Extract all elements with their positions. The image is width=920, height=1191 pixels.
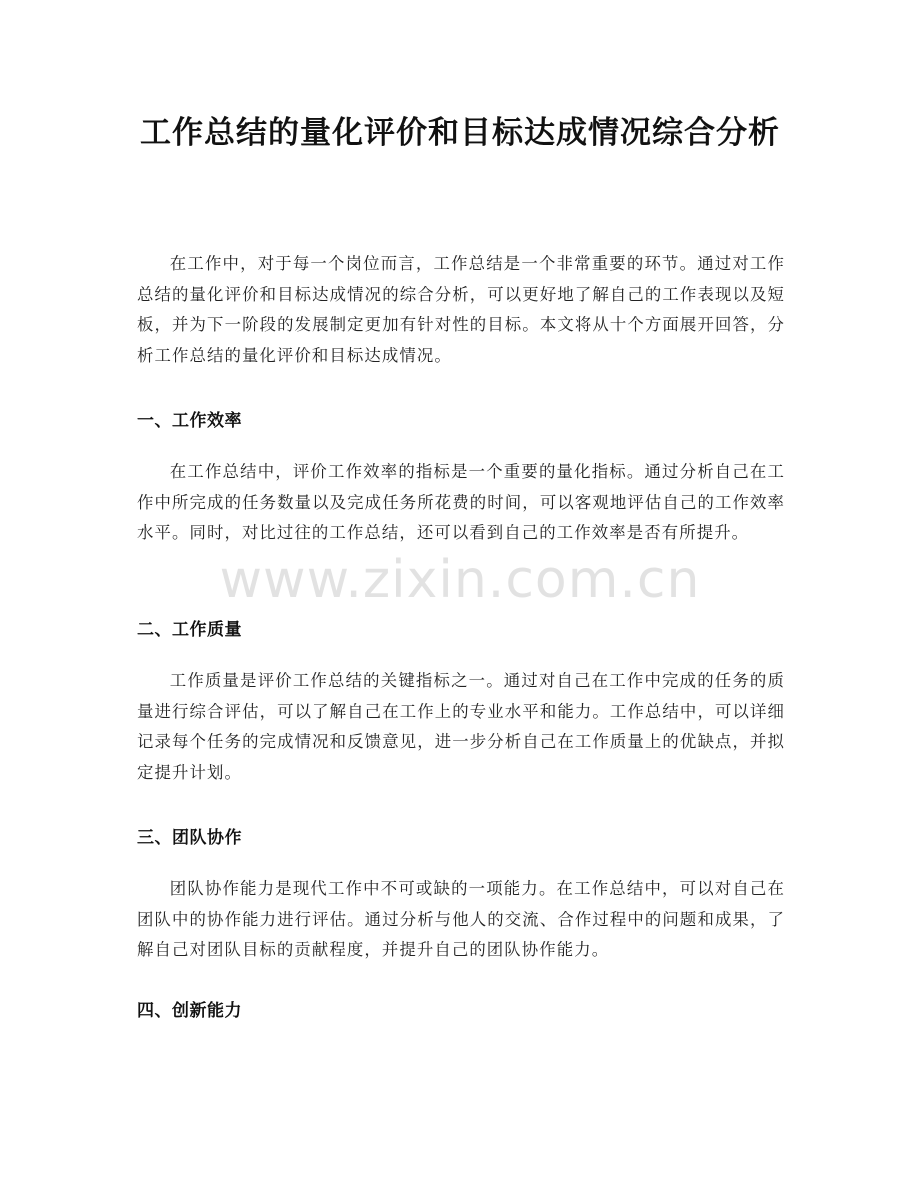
intro-paragraph: 在工作中，对于每一个岗位而言，工作总结是一个非常重要的环节。通过对工作总结的量化评价和目标达成情况的综合分析，可以更好地了解自己的工作表现以及短板，并为下一阶段的发展制定更加有针对性的目标。本文将从十个方面展开回答，分析工作总结的量化评价和目标达成情况。 bbox=[137, 254, 785, 365]
watermark-text: www.zixin.com.cn bbox=[219, 550, 701, 610]
section-heading-1: 一、工作效率 bbox=[137, 411, 242, 431]
section-body-3: 团队协作能力是现代工作中不可或缺的一项能力。在工作总结中，可以对自己在团队中的协作能力进行评估。通过分析与他人的交流、合作过程中的问题和成果，了解自己对团队目标的贡献程度，并提升自己的团队协作能力。 bbox=[137, 879, 785, 959]
section-body-1: 在工作总结中，评价工作效率的指标是一个重要的量化指标。通过分析自己在工作中所完成的任务数量以及完成任务所花费的时间，可以客观地评估自己的工作效率水平。同时，对比过往的工作总结，还可以看到自己的工作效率是否有所提升。 bbox=[137, 462, 785, 542]
document-title: 工作总结的量化评价和目标达成情况综合分析 bbox=[140, 115, 780, 151]
section-heading-3: 三、团队协作 bbox=[137, 828, 242, 848]
section-heading-2: 二、工作质量 bbox=[137, 620, 242, 640]
section-body-2: 工作质量是评价工作总结的关键指标之一。通过对自己在工作中完成的任务的质量进行综合评估，可以了解自己在工作上的专业水平和能力。工作总结中，可以详细记录每个任务的完成情况和反馈意见，进一步分析自己在工作质量上的优缺点，并拟定提升计划。 bbox=[137, 671, 785, 782]
section-heading-4: 四、创新能力 bbox=[137, 1001, 242, 1021]
